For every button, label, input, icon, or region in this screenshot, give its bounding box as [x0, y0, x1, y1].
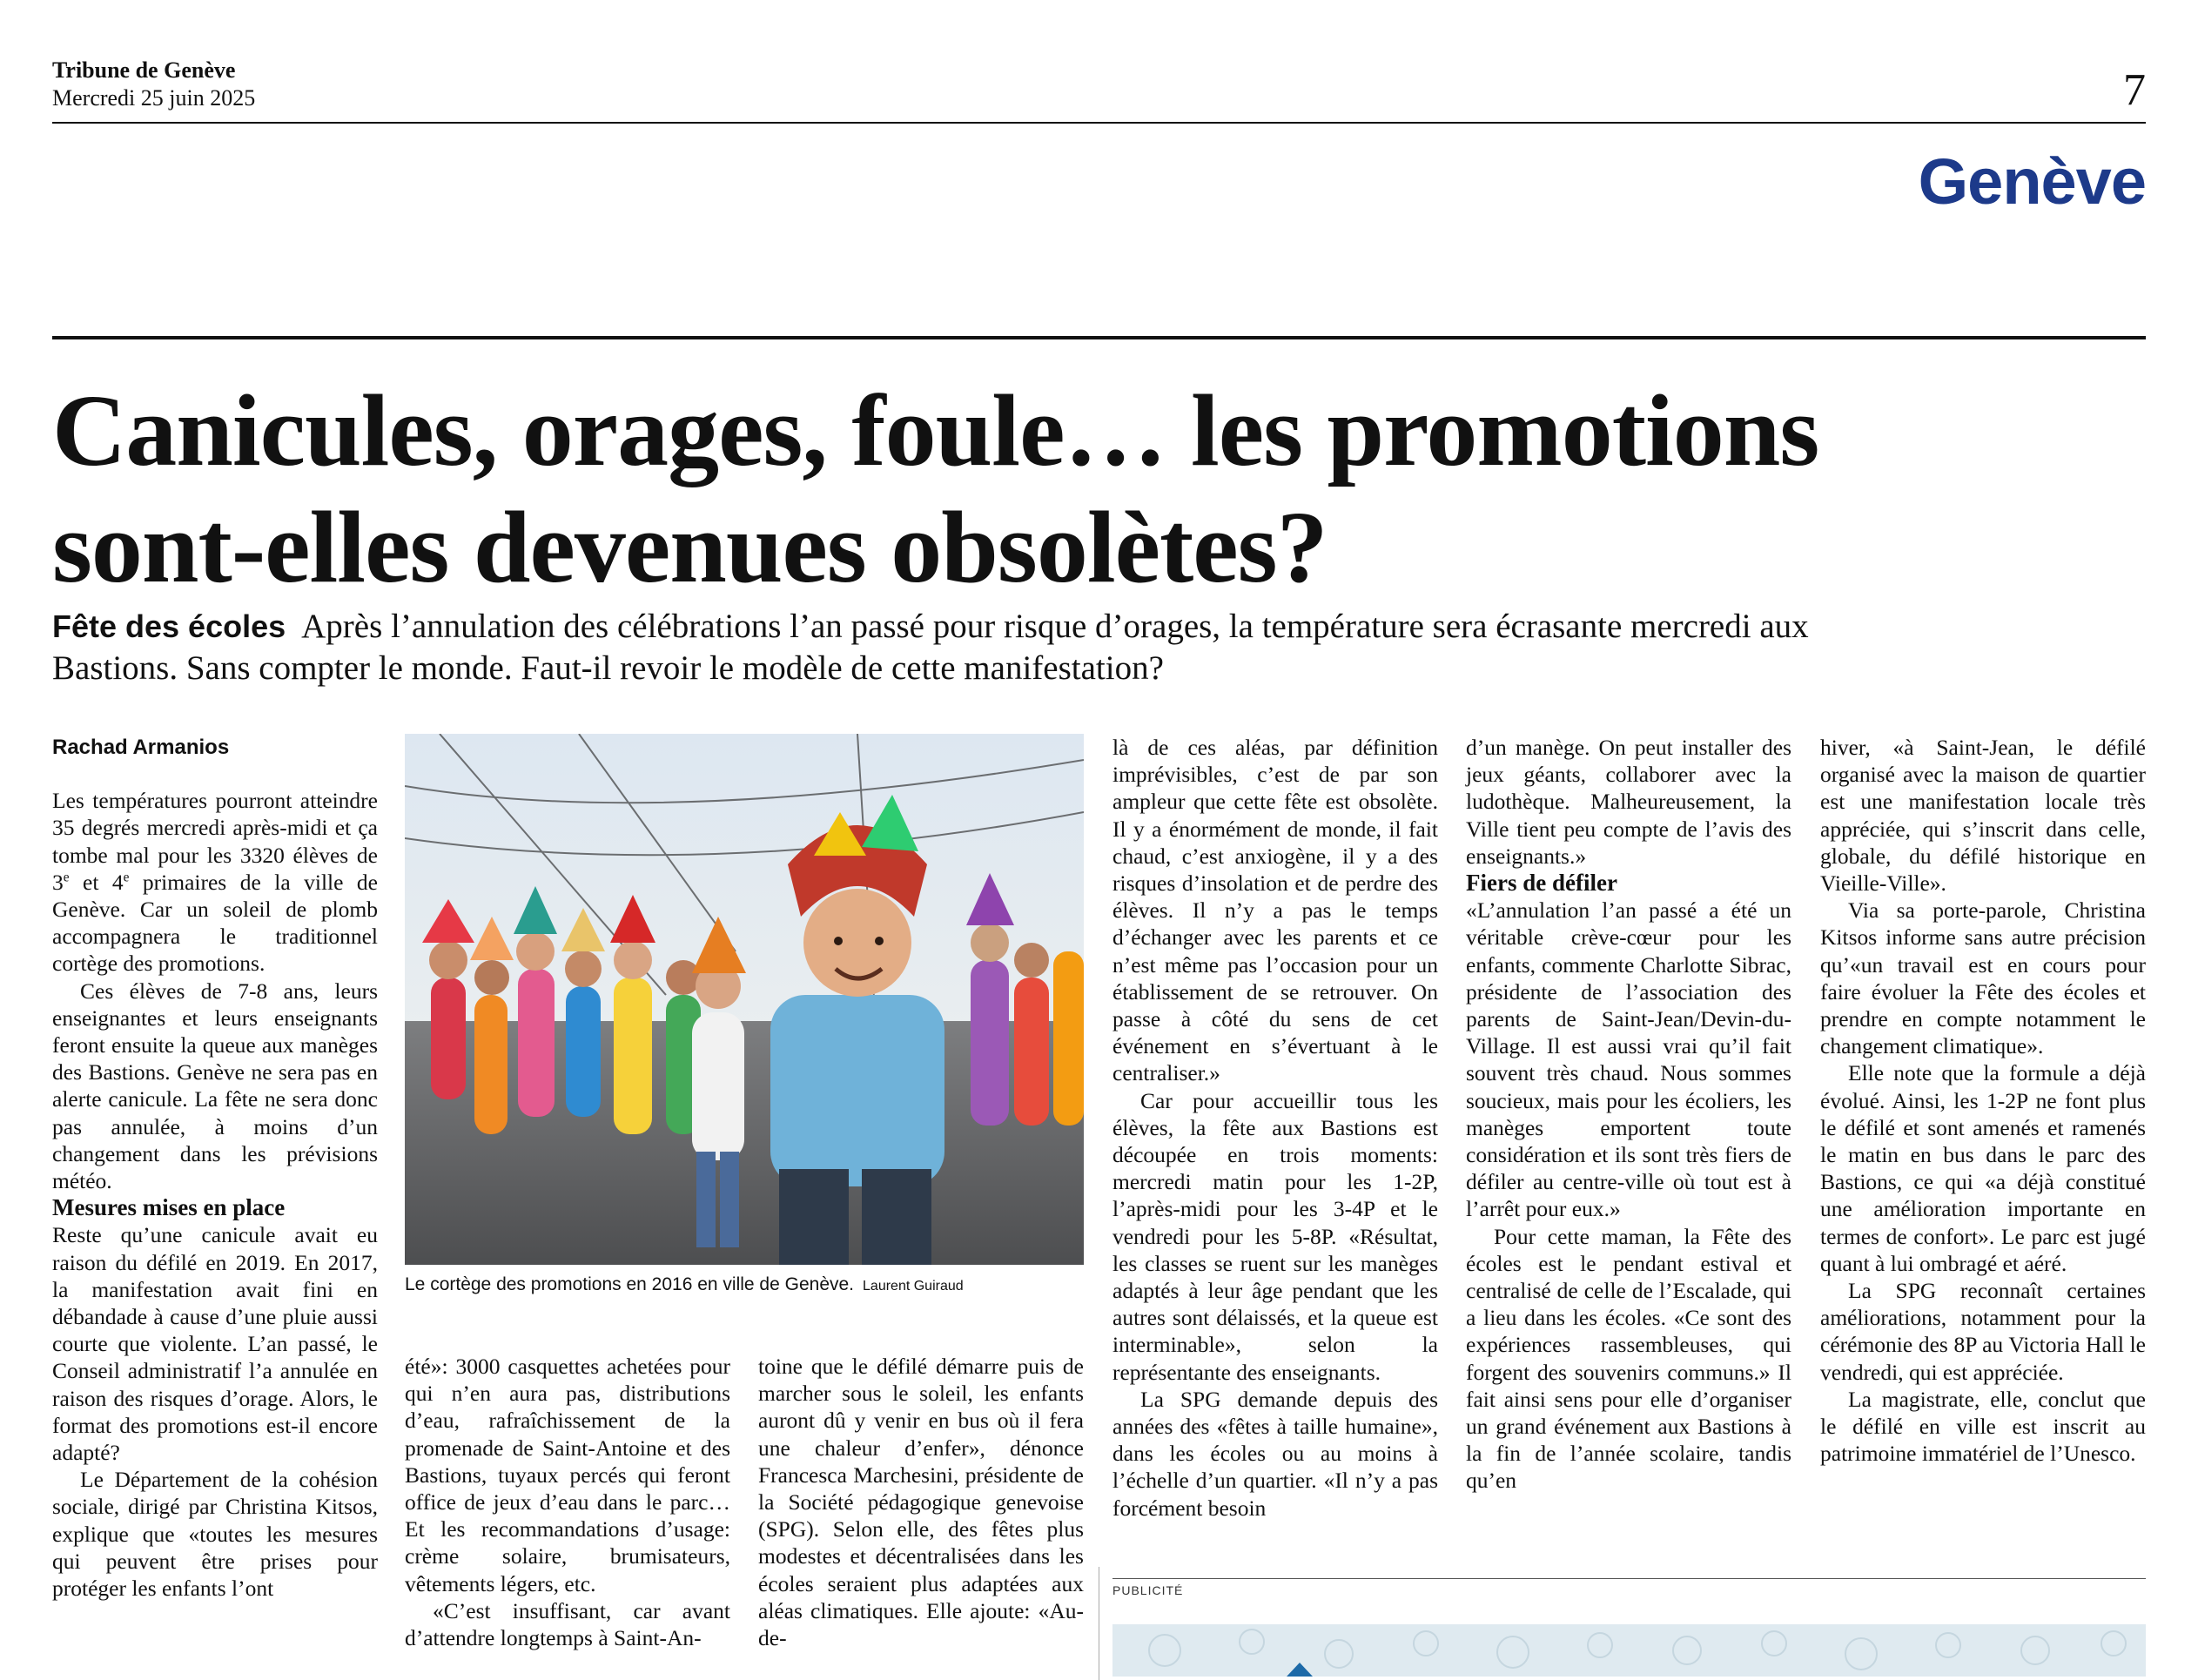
headline-line-1: Canicules, orages, foule… les promotions [52, 373, 1819, 487]
paragraph: hiver, «à Saint-Jean, le défilé organisé avec la maison de quartier est une manifestation locale très appréciée, qui s’inscrit dans celle, globale, du défilé historique en Vieille-Ville». [1820, 735, 2146, 897]
header-rule [52, 122, 2146, 124]
paragraph: Reste qu’une canicule avait eu raison du défilé en 2019. En 2017, la manifestation avait fini en débandade à cause d’une pluie aussi courte que violente. L’an passé, le Conseil administratif l’a annulée en raison des risques d’orage. Alors, le format des promotions est-il encore adapté? [52, 1222, 378, 1466]
headline [52, 373, 1967, 606]
paragraph: toine que le défilé démarre puis de marcher sous le soleil, les enfants auront dû y venir en bus où il fera une chaleur d’enfer», dénonce Francesca Marchesini, présidente de la Société pédagogique genevoise (SPG). Selon elle, des fêtes plus modestes et décentralisées dans les écoles seraient plus adaptées aux aléas climatiques. Elle ajoute: «Au-de- [758, 1354, 1084, 1651]
paragraph: La SPG reconnaît certaines améliorations, notamment pour la cérémonie des 8P au Victoria Hall le vendredi, qui est appréciée. [1820, 1278, 2146, 1385]
paragraph: Via sa porte-parole, Christina Kitsos informe sans autre précision qu’«un travail est en cours pour faire évoluer la Fête des écoles et prendre en compte notamment le changement climatique». [1820, 897, 2146, 1059]
subhead: Mesures mises en place [52, 1194, 286, 1221]
ad-label: PUBLICITÉ [1112, 1583, 1184, 1597]
paragraph: Les températures pourront atteindre 35 degrés mercredi après-midi et ça tombe mal pour les 3320 élèves de 3e et 4e primaires de la ville de Genève. Car un soleil de plomb accompagnera le traditionnel cortège des promotions. [52, 788, 378, 977]
paragraph: «L’annulation l’an passé a été un véritable crève-cœur pour les enfants, commente Charlotte Sibrac, présidente de l’association des parents de Saint-Jean/Devin-du-Village. Il est aussi vrai qu’il fait souvent très chaud. Nous sommes soucieux, mais pour les écoliers, les manèges emportent toute considération et ils sont très fiers de défiler au centre-ville où tout est à l’arrêt pour eux.» [1466, 897, 1791, 1222]
subhead: Fiers de défiler [1466, 870, 1617, 897]
byline: Rachad Armanios [52, 736, 230, 759]
column-4 [1112, 734, 1438, 1522]
page-number: 7 [2123, 65, 2146, 115]
column-5 [1466, 734, 1791, 1495]
paragraph: «C’est insuffisant, car avant d’attendre longtemps à Saint-An- [405, 1597, 730, 1651]
paragraph: Pour cette maman, la Fête des écoles est le pendant estival et centralisé de celle de l’Escalade, qui a lieu dans les écoles. «Ce sont des expériences rassembleuses, qui forgent des souvenirs communs.» Il fait ainsi sens pour elle d’organiser un grand événement aux Bastions à la fin de l’année scolaire, tandis qu’en [1466, 1223, 1791, 1494]
photo-credit: Laurent Guiraud [863, 1279, 964, 1294]
paragraph: d’un manège. On peut installer des jeux géants, collaborer avec la ludothèque. Malheureusement, la Ville tient peu compte de l’avis des enseignants.» [1466, 735, 1791, 869]
column-1 [52, 734, 378, 1602]
publication-name: Tribune de Genève [52, 57, 236, 83]
paragraph: là de ces aléas, par définition imprévisibles, c’est de par son ampleur que cette fête est obsolète. Il y a énormément de monde, il fait chaud, c’est anxiogène, il y a des risques d’insolation et de perdre des élèves. Il n’y a pas le temps d’échanger avec les parents et ce n’est même pas l’occasion pour un établissement de se retrouver. On passe à côté du sens de cet événement en s’évertuant à le centraliser.» [1112, 735, 1438, 1086]
paragraph: Elle note que la formule a déjà évolué. Ainsi, les 1-2P ne font plus le défilé et sont amenés et ramenés le matin en bus dans le parc des Bastions, ce qui «a déjà constitué une amélioration importante en termes de confort». Le parc est jugé quant à lui ombragé et aéré. [1820, 1060, 2146, 1276]
paragraph: Le Département de la cohésion sociale, dirigé par Christina Kitsos, explique que «toutes les mesures qui peuvent être prises pour protéger les enfants l’ont [52, 1467, 378, 1602]
article-lead [52, 606, 1828, 689]
ad-pattern-icon [1112, 1624, 2146, 1677]
issue-date: Mercredi 25 juin 2025 [52, 85, 256, 111]
advertisement[interactable] [1112, 1624, 2146, 1677]
column-2 [405, 1353, 730, 1651]
column-3-lower [758, 1353, 1084, 1651]
column-6 [1820, 734, 2146, 1467]
headline-line-2: sont-elles devenues obsolètes? [52, 490, 1328, 604]
paragraph: Car pour accueillir tous les élèves, la fête aux Bastions est découpée en trois moments: mercredi matin pour les 1-2P, l’après-midi pour les 3-4P et le vendredi pour les 5-8P. «Résultat, les classes se ruent sur les manèges adaptés à leur âge pendant que les autres sont délaissés, et la queue est interminable», selon la représentante des enseignants. [1112, 1087, 1438, 1385]
paragraph: Ces élèves de 7-8 ans, leurs enseignantes et leurs enseignants feront ensuite la queue aux manèges des Bastions. Genève ne sera pas en alerte canicule. La fête ne sera donc pas annulée, à moins d’un changement dans les prévisions météo. [52, 978, 378, 1194]
kicker: Fête des écoles [52, 608, 286, 644]
photo-caption [405, 1274, 1101, 1295]
section-rule [52, 336, 2146, 339]
section-title: Genève [1918, 145, 2146, 218]
article-photo [405, 734, 1084, 1265]
caption-text: Le cortège des promotions en 2016 en ville de Genève. [405, 1274, 855, 1294]
paragraph: été»: 3000 casquettes achetées pour qui n’en aura pas, distributions d’eau, rafraîchissement de la promenade de Saint-Antoine et des Bastions, tuyaux percés qui feront office de jeux d’eau dans le parc… Et les recommandations d’usage: crème solaire, brumisateurs, vêtements légers, etc. [405, 1354, 730, 1596]
paragraph: La magistrate, elle, conclut que le défilé en ville est inscrit au patrimoine immatériel de l’Unesco. [1820, 1386, 2146, 1467]
ad-rule [1112, 1578, 2146, 1579]
lead-text: Après l’annulation des célébrations l’an passé pour risque d’orages, la température sera écrasante mercredi aux Bastions. Sans compter le monde. Faut-il revoir le modèle de cette manifestation? [52, 608, 1809, 687]
parade-photo-illustration [405, 734, 1084, 1265]
paragraph: La SPG demande depuis des années des «fêtes à taille humaine», dans les écoles ou au moins à l’échelle d’un quartier. «Il n’y a pas forcément besoin [1112, 1386, 1438, 1521]
